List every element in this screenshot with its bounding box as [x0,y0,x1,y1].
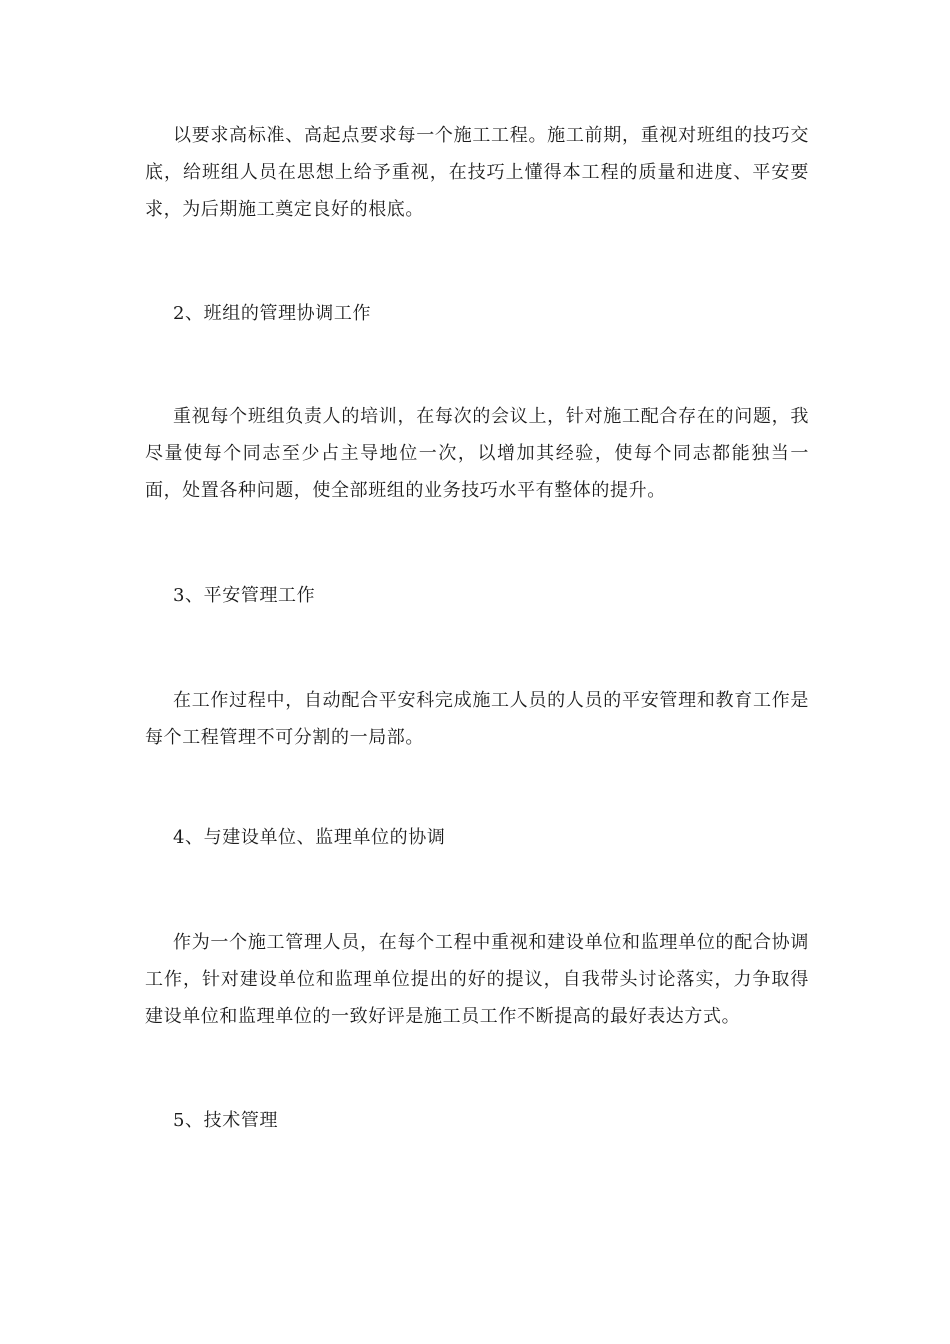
paragraph-coordination-work: 作为一个施工管理人员，在每个工程中重视和建设单位和监理单位的配合协调工作，针对建设单位和监理单位提出的好的提议，自我带头讨论落实，力争取得建设单位和监理单位的一致好评是施工员工作不断提高的最好表达方式。 [145,932,809,1027]
heading-safety-management: 3、平安管理工作 [173,585,316,606]
paragraph-preparation: 以要求高标准、高起点要求每一个施工工程。施工前期，重视对班组的技巧交底，给班组人员在思想上给予重视，在技巧上懂得本工程的质量和进度、平安要求，为后期施工奠定良好的根底。 [145,125,809,220]
heading-technical-management: 5、技术管理 [173,1110,279,1131]
heading-team-coordination: 2、班组的管理协调工作 [173,303,372,324]
paragraph-team-training: 重视每个班组负责人的培训，在每次的会议上，针对施工配合存在的问题，我尽量使每个同志至少占主导地位一次，以增加其经验，使每个同志都能独当一面，处置各种问题，使全部班组的业务技巧水平有整体的提升。 [145,406,809,501]
heading-owner-supervisor-coordination: 4、与建设单位、监理单位的协调 [173,827,446,848]
paragraph-safety-work: 在工作过程中，自动配合平安科完成施工人员的人员的平安管理和教育工作是每个工程管理不可分割的一局部。 [145,690,809,748]
